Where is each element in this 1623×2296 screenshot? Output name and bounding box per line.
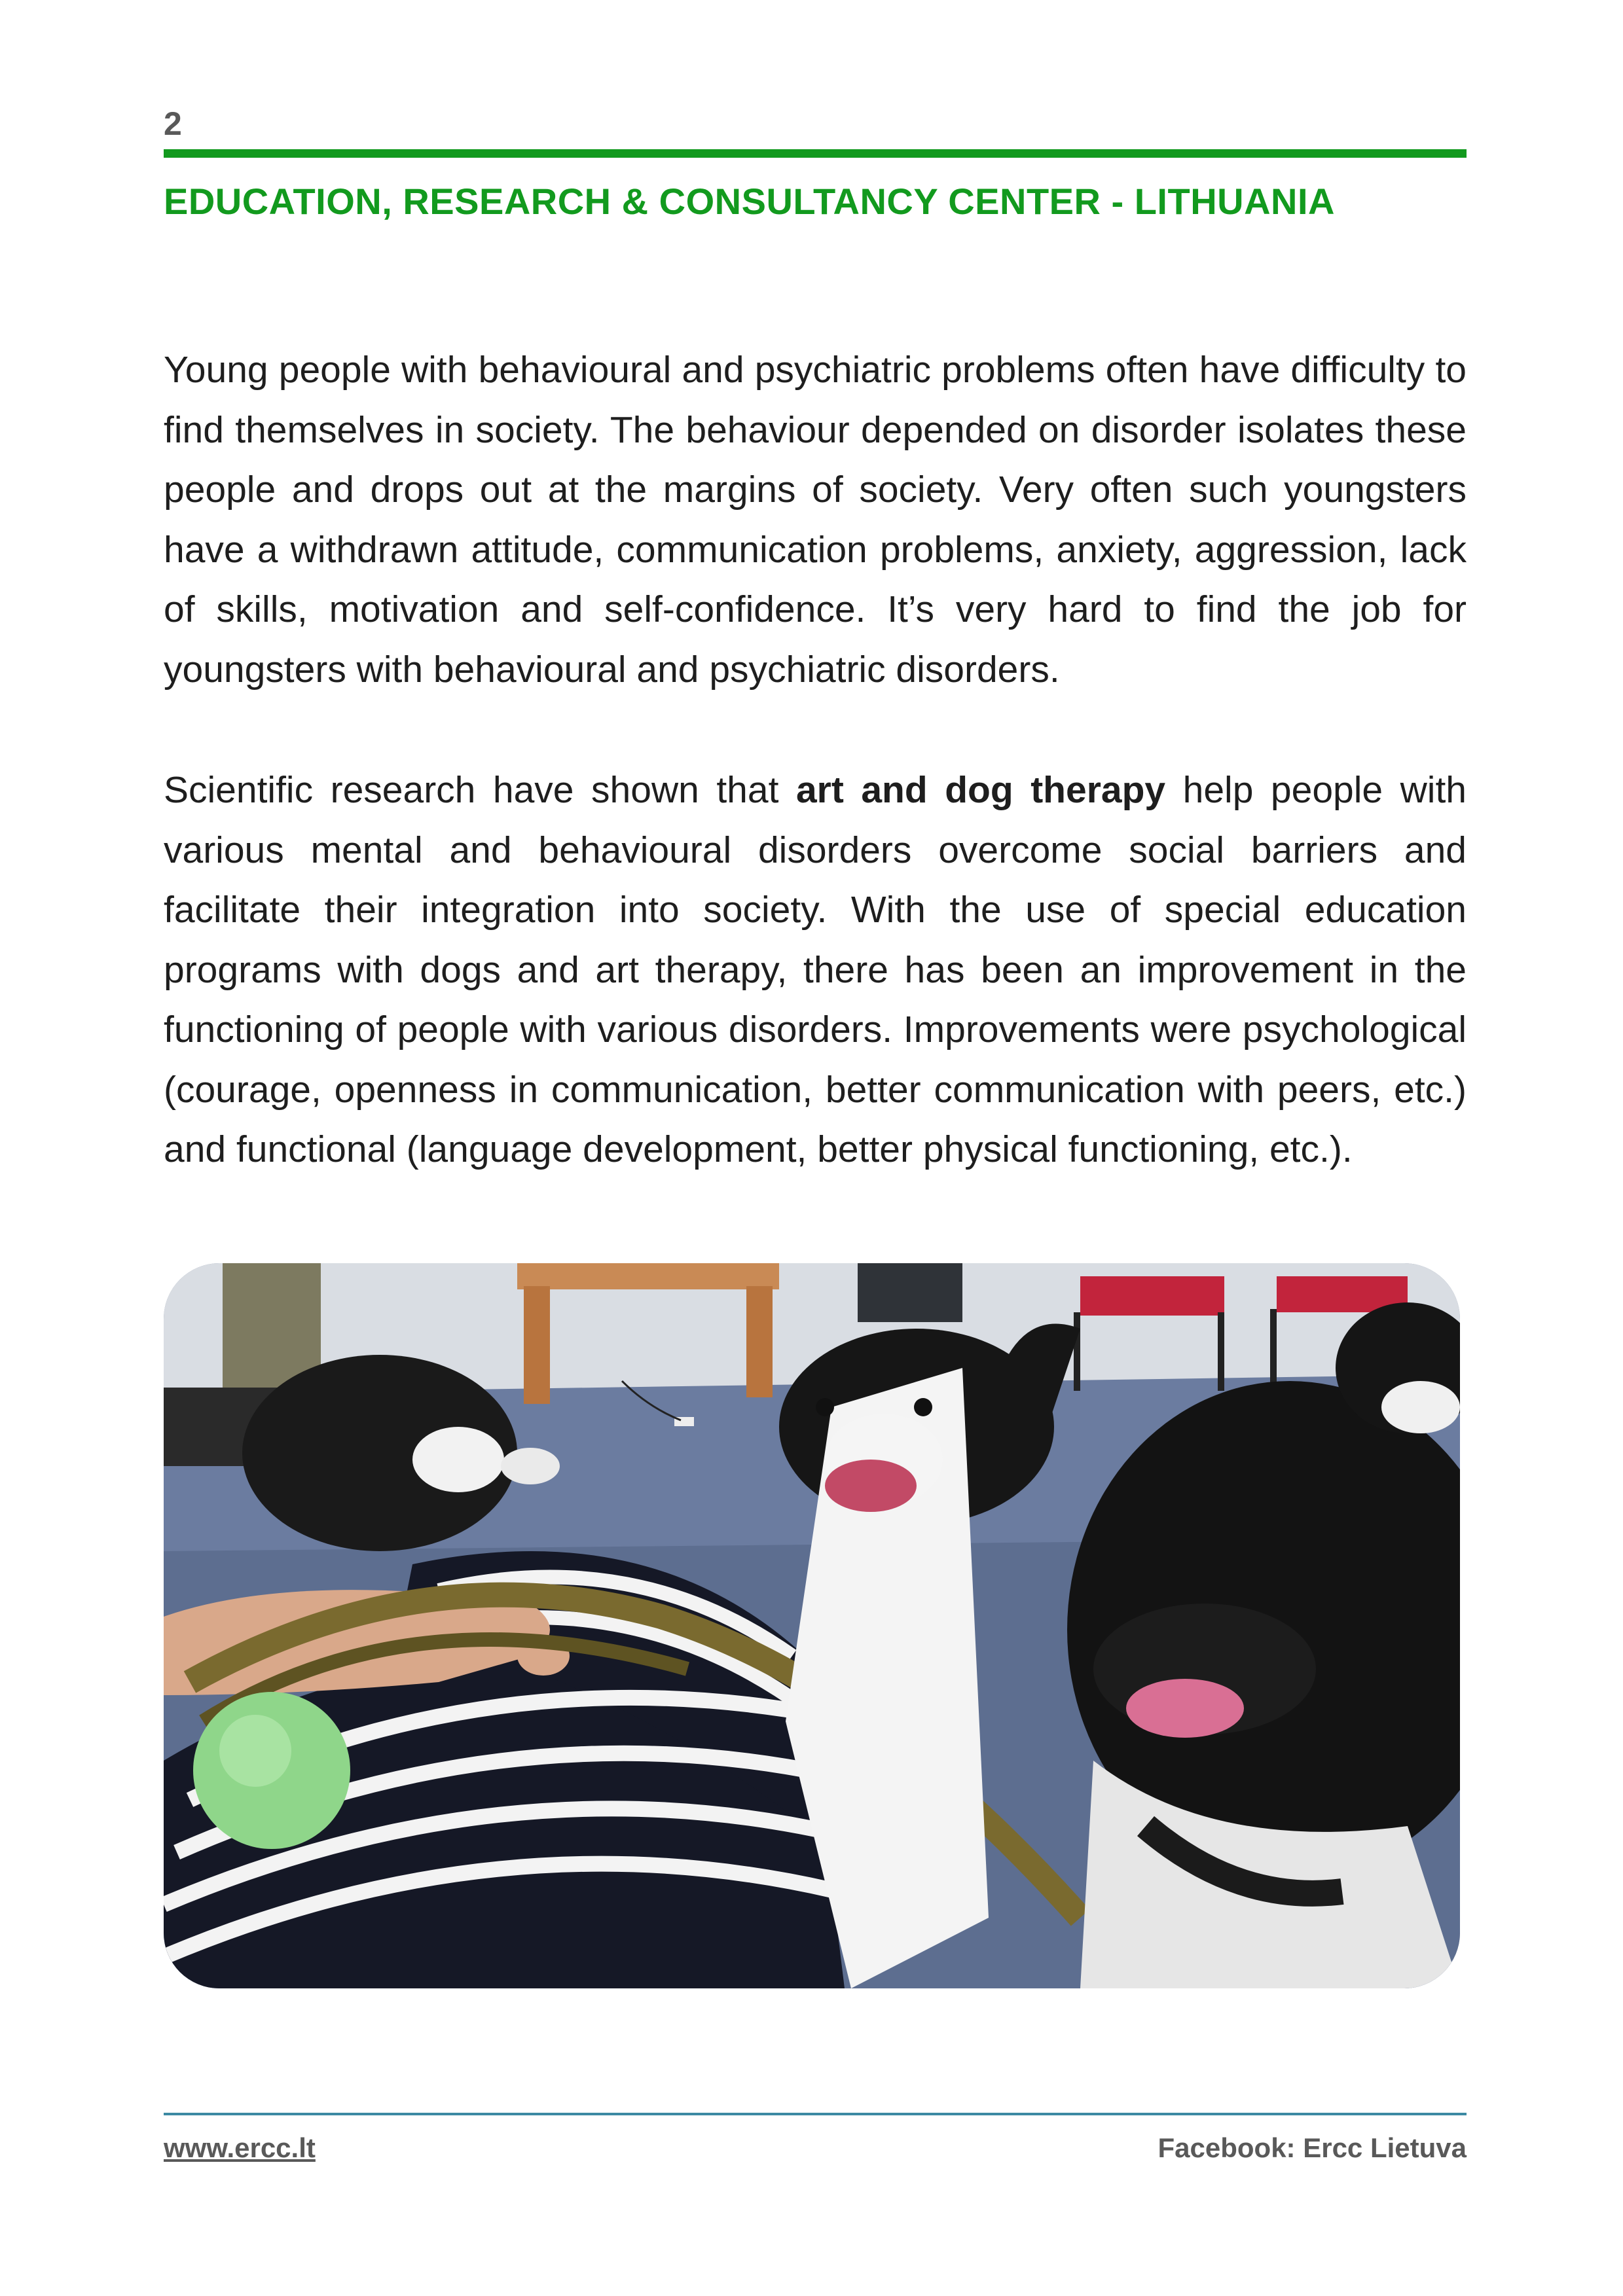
paragraph-2-intro: Scientific research have shown that — [164, 769, 796, 811]
highlight-therapy: art and dog therapy — [795, 769, 1166, 811]
website-link[interactable]: www.ercc.lt — [164, 2132, 316, 2163]
footer-rule — [164, 2113, 1467, 2115]
paragraph-2-rest: help people with various mental and behavioural disorders overcome social barriers and facilitate their integration into society. With the use of special education programs with dogs and art therapy, there has been an improvement in the functioning of people with various disorders. Improvements were psychological (courage, openness in communication, better communication with peers, etc.) and functional (language development, better physical functioning, etc.). — [164, 769, 1467, 1170]
header-rule — [164, 149, 1467, 158]
facebook-label: Facebook: Ercc Lietuva — [1158, 2132, 1467, 2163]
dog-therapy-photo — [164, 1263, 1460, 1988]
body-paragraph-2 — [164, 761, 1467, 1180]
page-number: 2 — [164, 105, 182, 142]
org-title: EDUCATION, RESEARCH & CONSULTANCY CENTER - LITHUANIA — [164, 181, 1335, 222]
body-paragraph-1: Young people with behavioural and psychiatric problems often have difficulty to find themselves in society. The behaviour depended on disorder isolates these people and drops out at the margins of society. Very often such youngsters have a withdrawn attitude, communication problems, anxiety, aggression, lack of skills, motivation and self-confidence. It’s very hard to find the job for youngsters with behavioural and psychiatric disorders. — [164, 349, 1467, 691]
